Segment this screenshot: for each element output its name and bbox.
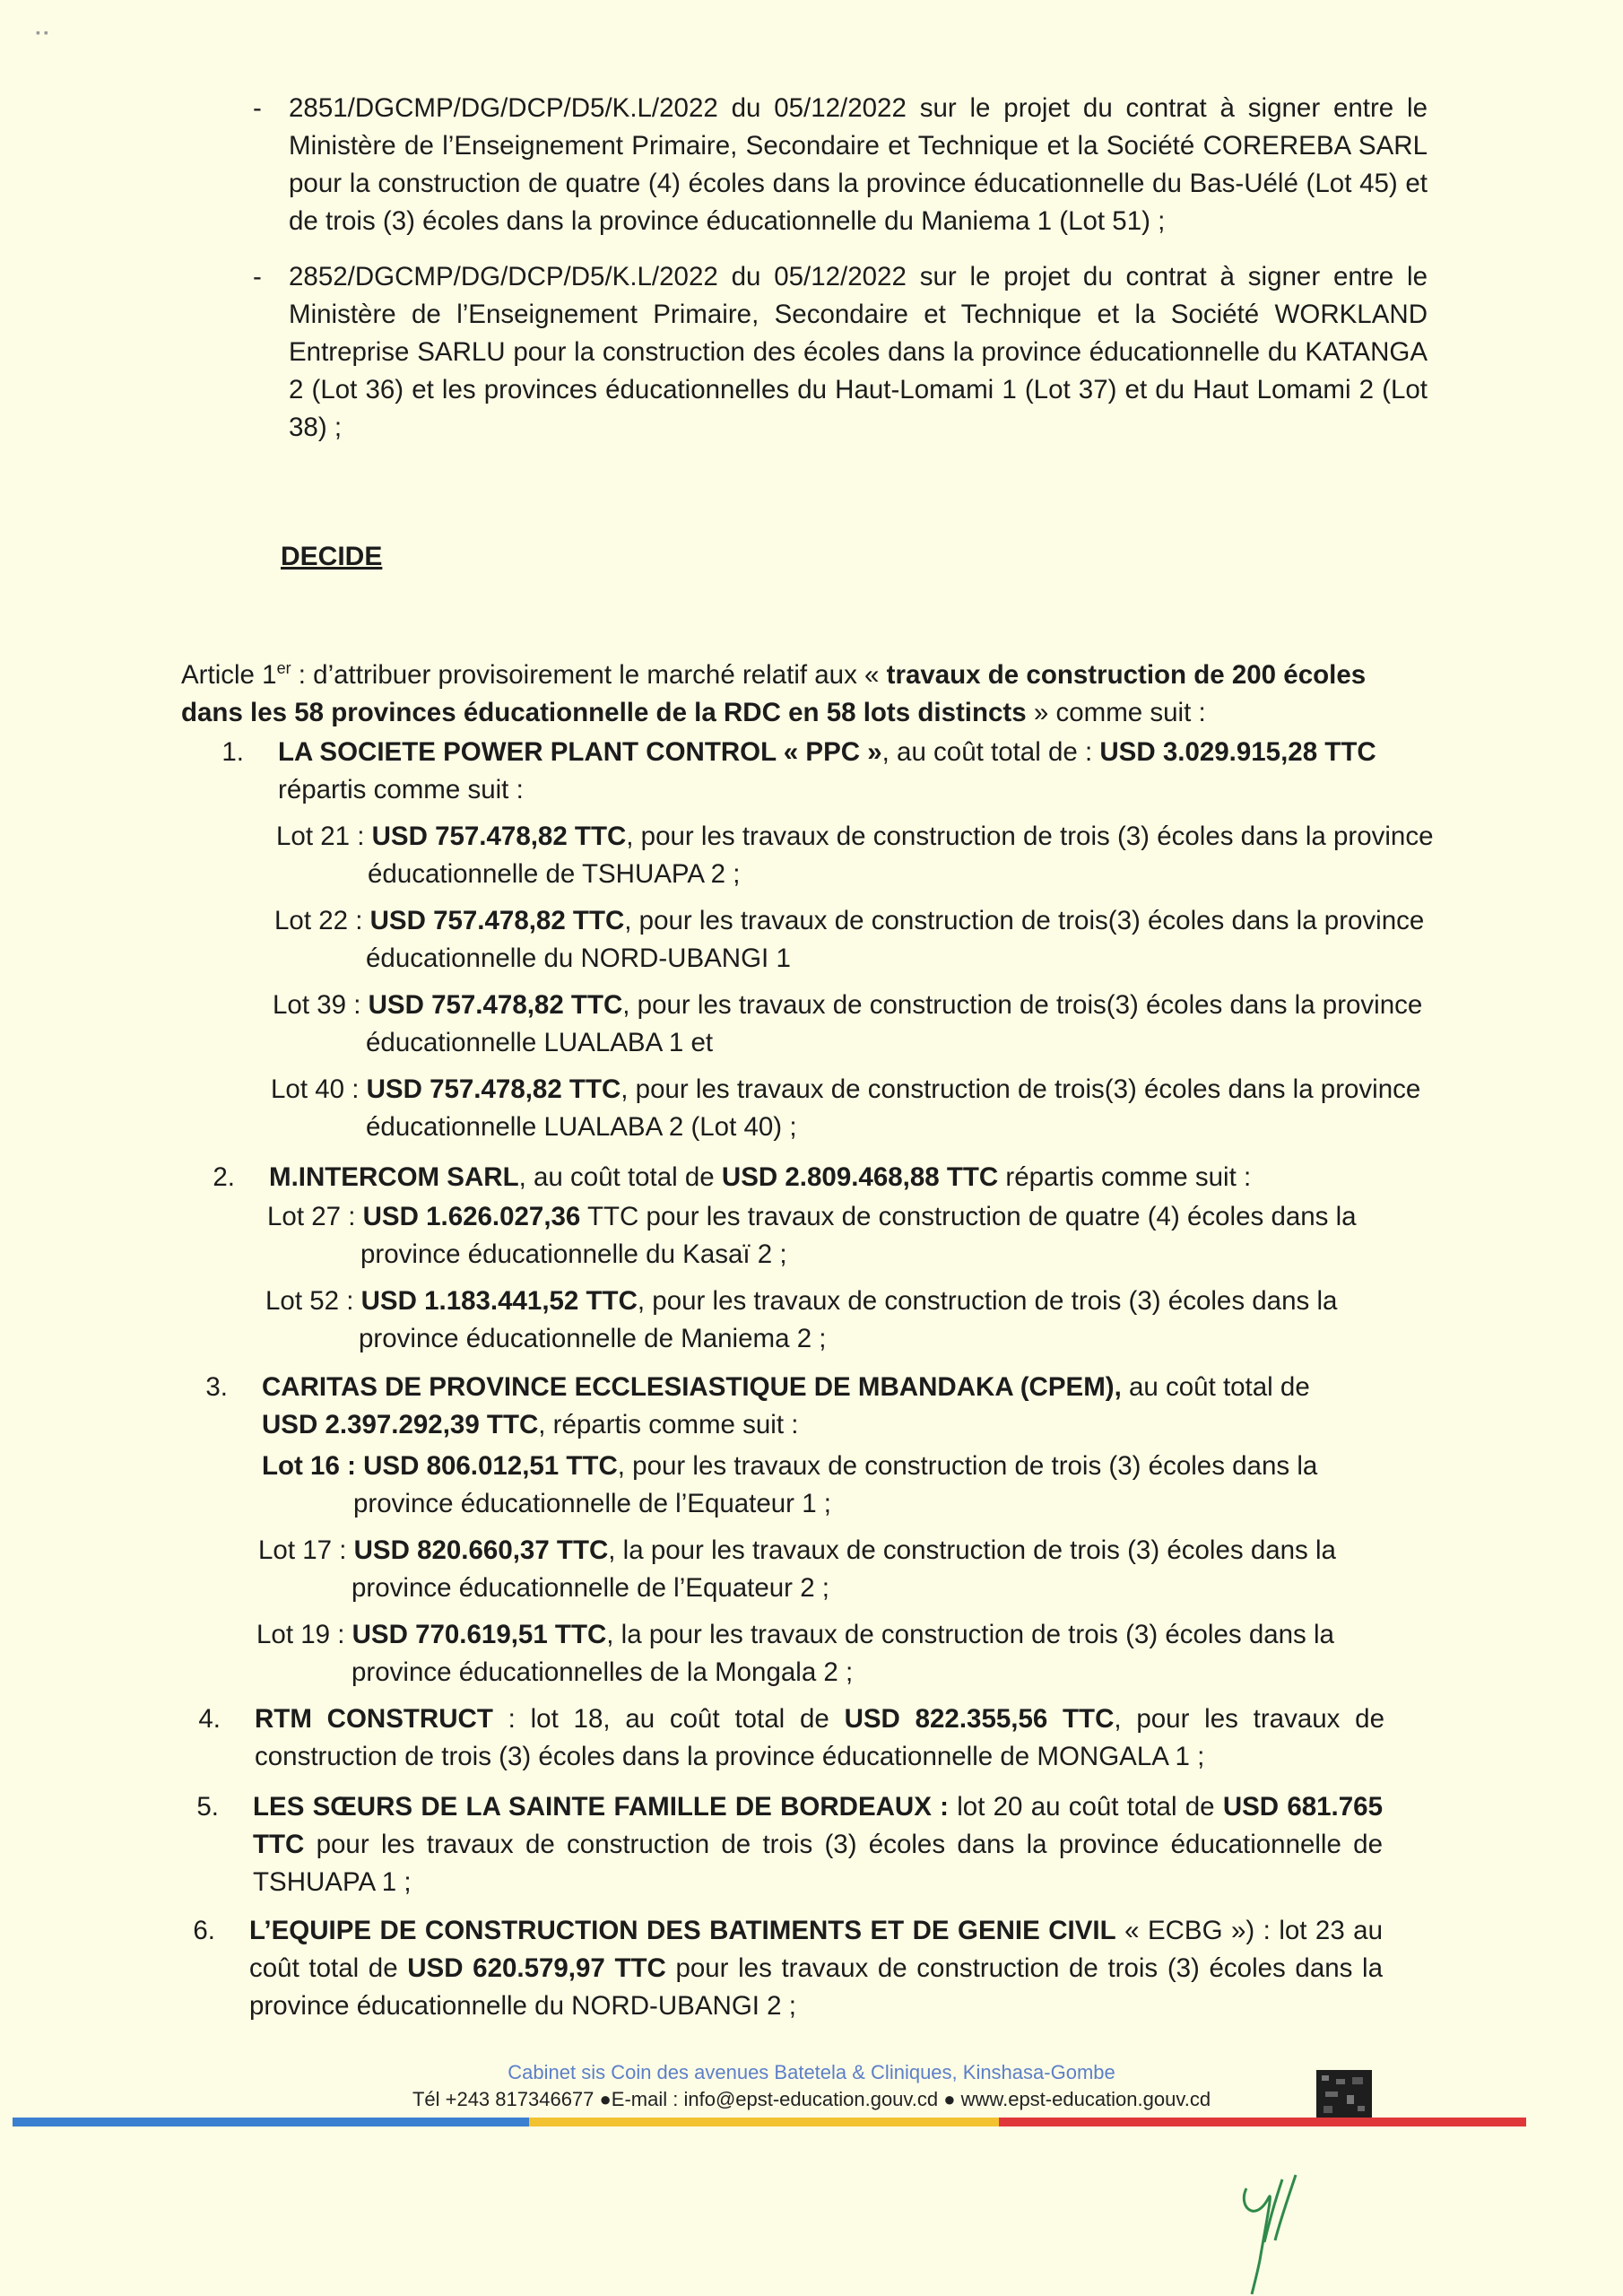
lot-label: Lot 27 : [267, 1202, 363, 1231]
lot-entry [258, 1532, 1424, 1607]
item-text: , au coût total de [518, 1162, 722, 1192]
item-number: 5. [196, 1792, 219, 1822]
lot-text: éducationnelle LUALABA 1 et [366, 1028, 714, 1057]
lot-entry [276, 818, 1442, 893]
lot-text: , pour les travaux de construction de trois(3) écoles dans la province [622, 990, 1423, 1020]
lot-amount: USD 1.183.441,52 TTC [360, 1286, 638, 1316]
lot-text: , pour les travaux de construction de trois (3) écoles dans la [637, 1286, 1338, 1316]
lot-label: Lot 40 : [271, 1074, 367, 1104]
dash-bullet: - [253, 93, 262, 123]
awardee-name: LA SOCIETE POWER PLANT CONTROL « PPC » [278, 737, 882, 767]
lot-entry [265, 1283, 1431, 1358]
lot-amount: USD 820.660,37 TTC [353, 1535, 609, 1565]
lot-text: éducationnelle LUALABA 2 (Lot 40) ; [366, 1112, 797, 1142]
qr-code-icon [1316, 2070, 1372, 2118]
footer-address: Cabinet sis Coin des avenues Batetela & Cliniques, Kinshasa-Gombe [508, 2061, 1115, 2083]
item-number: 4. [198, 1704, 221, 1734]
footer-bar-red [999, 2118, 1526, 2126]
lot-entry [274, 902, 1440, 978]
lot-entry [267, 1198, 1433, 1274]
article-label: Article 1 [181, 659, 277, 690]
item-text: répartis comme suit : [998, 1162, 1252, 1192]
awardee-name: L’EQUIPE DE CONSTRUCTION DES BATIMENTS ET DE GENIE CIVIL [249, 1916, 1116, 1945]
reference-text: 2852/DGCMP/DG/DCP/D5/K.L/2022 du 05/12/2022 sur le projet du contrat à signer entre le Ministère de l’Enseignement Primaire, Secondaire et Technique et la Société WORKLAND Entreprise SARLU pour la construction des écoles dans la province éducationnelle du KATANGA 2 (Lot 36) et les provinces éducationnelles du Haut-Lomami 1 (Lot 37) et du Haut Lomami 2 (Lot 38) ; [289, 262, 1428, 442]
lot-label: Lot 21 : [276, 822, 372, 851]
footer-bar-blue [13, 2118, 529, 2126]
item-text: au coût total de [1121, 1372, 1310, 1402]
awardee-total: USD 681.765 TTC [253, 1792, 1383, 1859]
item-number: 3. [205, 1372, 228, 1402]
lot-text: , pour les travaux de construction de trois (3) écoles dans la [617, 1451, 1318, 1481]
lot-text: , pour les travaux de construction de trois(3) écoles dans la province [621, 1074, 1421, 1104]
lot-label: Lot 19 : [256, 1620, 352, 1649]
item-number: 1. [221, 737, 244, 767]
lot-text: , pour les travaux de construction de trois (3) écoles dans la province [626, 822, 1434, 851]
item-text: , au coût total de : [881, 737, 1100, 767]
lot-label: Lot 39 : [273, 990, 369, 1020]
lot-text: , pour les travaux de construction de trois(3) écoles dans la province [624, 906, 1425, 935]
lot-text: éducationnelle de TSHUAPA 2 ; [368, 859, 741, 889]
item-text: pour les travaux de construction de trois (3) écoles dans la province éducationnelle du NORD-UBANGI 2 ; [249, 1953, 1383, 2021]
lot-text: province éducationnelle de l’Equateur 1 ; [353, 1489, 832, 1518]
lot-label: Lot 16 : [262, 1451, 364, 1481]
lot-amount: USD 770.619,51 TTC [352, 1620, 607, 1649]
lot-amount: USD 806.012,51 TTC [363, 1451, 618, 1481]
scan-speck: ▪ ▪ [36, 25, 48, 39]
lot-text: province éducationnelle de Maniema 2 ; [359, 1324, 827, 1353]
lot-amount: USD 757.478,82 TTC [368, 990, 623, 1020]
article-sup: er [276, 659, 291, 677]
lot-text: éducationnelle du NORD-UBANGI 1 [366, 944, 791, 973]
lot-label: Lot 17 : [258, 1535, 354, 1565]
article-subject: travaux de construction de 200 écoles dans les 58 provinces éducationnelle de la RDC en 58 lots distincts [181, 659, 1367, 727]
awardee-name: CARITAS DE PROVINCE ECCLESIASTIQUE DE MBANDAKA (CPEM), [262, 1372, 1122, 1402]
footer-contact: Tél +243 817346677 ●E-mail : info@epst-education.gouv.cd ● www.epst-education.gouv.cd [412, 2088, 1211, 2110]
awardee-total: USD 620.579,97 TTC [407, 1953, 666, 1983]
lot-entry [256, 1616, 1422, 1692]
reference-item [253, 90, 1428, 240]
awardee-total: USD 2.397.292,39 TTC [262, 1410, 539, 1439]
lot-entry [273, 987, 1438, 1062]
article-1-intro [181, 649, 1419, 732]
awardee-total: USD 822.355,56 TTC [844, 1704, 1115, 1734]
lot-label: Lot 52 : [265, 1286, 361, 1316]
footer-bar-yellow [529, 2118, 999, 2126]
article-intro: : d’attribuer provisoirement le marché relatif aux « [291, 659, 887, 690]
awardee-total: USD 2.809.468,88 TTC [721, 1162, 999, 1192]
reference-item [253, 258, 1428, 447]
lot-label: Lot 22 : [274, 906, 370, 935]
decide-heading: DECIDE [281, 542, 383, 571]
lot-entry [271, 1071, 1436, 1146]
lot-text: province éducationnelle du Kasaï 2 ; [360, 1239, 787, 1269]
awardee-name: RTM CONSTRUCT [255, 1704, 493, 1734]
item-number: 6. [193, 1916, 215, 1945]
item-text: , répartis comme suit : [538, 1410, 799, 1439]
awardee-name: M.INTERCOM SARL [269, 1162, 519, 1192]
handwritten-initials [1219, 2170, 1327, 2296]
lot-entry [262, 1448, 1428, 1523]
lot-text: , la pour les travaux de construction de trois (3) écoles dans la [608, 1535, 1336, 1565]
lot-text: province éducationnelle de l’Equateur 2 ; [352, 1573, 830, 1603]
item-text: « ECBG ») : lot 23 au coût total de [249, 1916, 1383, 1983]
lot-text: TTC pour les travaux de construction de quatre (4) écoles dans la [580, 1202, 1357, 1231]
item-text: répartis comme suit : [278, 775, 524, 804]
lot-text: province éducationnelles de la Mongala 2 ; [352, 1657, 854, 1687]
article-end: » comme suit : [1026, 697, 1206, 727]
lot-text: , la pour les travaux de construction de trois (3) écoles dans la [606, 1620, 1334, 1649]
lot-amount: USD 1.626.027,36 [362, 1202, 581, 1231]
item-number: 2. [213, 1162, 235, 1192]
item-text: : lot 18, au coût total de [492, 1704, 845, 1734]
reference-text: 2851/DGCMP/DG/DCP/D5/K.L/2022 du 05/12/2022 sur le projet du contrat à signer entre le Ministère de l’Enseignement Primaire, Secondaire et Technique et la Société COREREBA SARL pour la construction de quatre (4) écoles dans la province éducationnelle du Bas-Uélé (Lot 45) et de trois (3) écoles dans la province éducationnelle du Maniema 1 (Lot 51) ; [289, 93, 1428, 236]
awardee-total: USD 3.029.915,28 TTC [1099, 737, 1376, 767]
item-text: , pour les travaux de construction de trois (3) écoles dans la province éducationnelle de MONGALA 1 ; [255, 1704, 1384, 1771]
lot-amount: USD 757.478,82 TTC [371, 822, 627, 851]
item-text: pour les travaux de construction de trois (3) écoles dans la province éducationnelle de TSHUAPA 1 ; [253, 1830, 1383, 1897]
item-text: lot 20 au coût total de [948, 1792, 1223, 1822]
awardee-name: LES SŒURS DE LA SAINTE FAMILLE DE BORDEAUX : [253, 1792, 949, 1822]
dash-bullet: - [253, 262, 262, 291]
lot-amount: USD 757.478,82 TTC [366, 1074, 621, 1104]
lot-amount: USD 757.478,82 TTC [369, 906, 625, 935]
